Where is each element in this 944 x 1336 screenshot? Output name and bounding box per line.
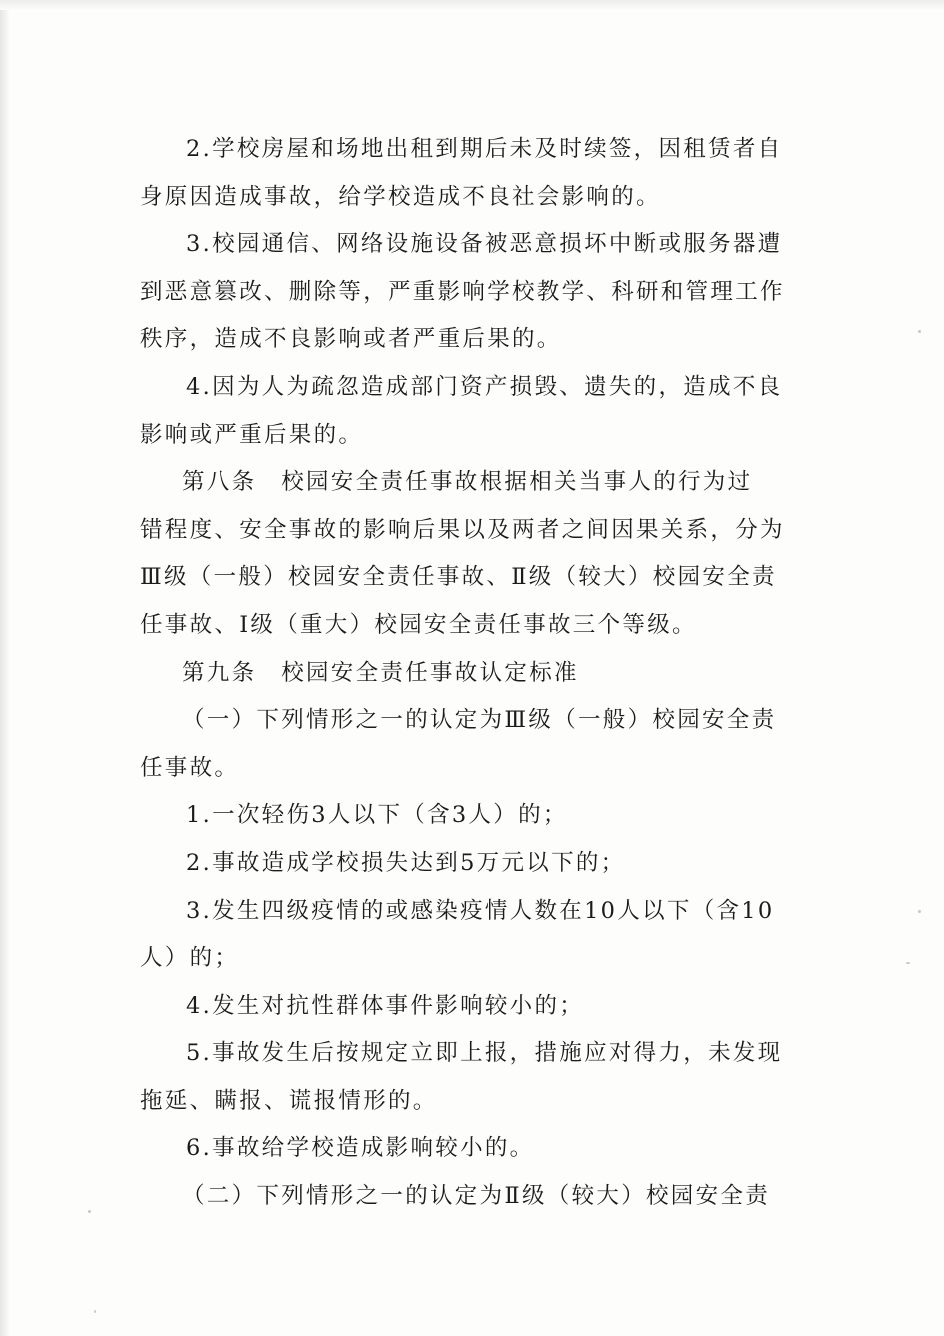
document-line: 3.发生四级疫情的或感染疫情人数在10人以下（含10: [186, 897, 775, 924]
scan-speck: [88, 1210, 91, 1213]
scan-speck: [94, 1310, 96, 1313]
scan-speck: [918, 910, 921, 913]
scan-speck: [918, 330, 921, 333]
document-line: 2.事故造成学校损失达到5万元以下的；: [186, 849, 626, 876]
document-line: 6.事故给学校造成影响较小的。: [186, 1135, 535, 1162]
document-line: 5.事故发生后按规定立即上报，措施应对得力，未发现: [186, 1040, 783, 1067]
page-edge-shadow: [0, 0, 10, 1336]
document-line: 到恶意篡改、删除等，严重影响学校教学、科研和管理工作: [140, 278, 785, 305]
article-heading-line: 第九条 校园安全责任事故认定标准: [182, 659, 579, 686]
document-line: 任事故、Ⅰ级（重大）校园安全责任事故三个等级。: [140, 611, 697, 638]
document-line: 4.发生对抗性群体事件影响较小的；: [186, 992, 585, 1019]
document-line: （二）下列情形之一的认定为Ⅱ级（较大）校园安全责: [182, 1183, 770, 1210]
document-line: 影响或严重后果的。: [140, 421, 364, 448]
document-body: [140, 126, 810, 1221]
article-heading-line: 第八条 校园安全责任事故根据相关当事人的行为过: [182, 469, 753, 496]
document-line: 秩序，造成不良影响或者严重后果的。: [140, 326, 562, 353]
document-line: 任事故。: [140, 754, 240, 781]
document-line: 身原因造成事故，给学校造成不良社会影响的。: [140, 183, 661, 210]
document-line: （一）下列情形之一的认定为Ⅲ级（一般）校园安全责: [182, 707, 777, 734]
document-line: 1.一次轻伤3人以下（含3人）的；: [186, 802, 568, 829]
document-line: 错程度、安全事故的影响后果以及两者之间因果关系，分为: [140, 516, 785, 543]
document-line: 人）的；: [140, 945, 240, 972]
document-line: Ⅲ级（一般）校园安全责任事故、Ⅱ级（较大）校园安全责: [140, 564, 777, 591]
document-line: 2.学校房屋和场地出租到期后未及时续签，因租赁者自: [186, 136, 783, 162]
document-line: 3.校园通信、网络设施设备被恶意损坏中断或服务器遭: [186, 231, 783, 258]
scan-speck: [906, 962, 910, 964]
page-top-shadow: [0, 0, 944, 10]
document-line: 4.因为人为疏忽造成部门资产损毁、遗失的，造成不良: [186, 373, 783, 400]
document-line: 拖延、瞒报、谎报情形的。: [140, 1087, 438, 1114]
